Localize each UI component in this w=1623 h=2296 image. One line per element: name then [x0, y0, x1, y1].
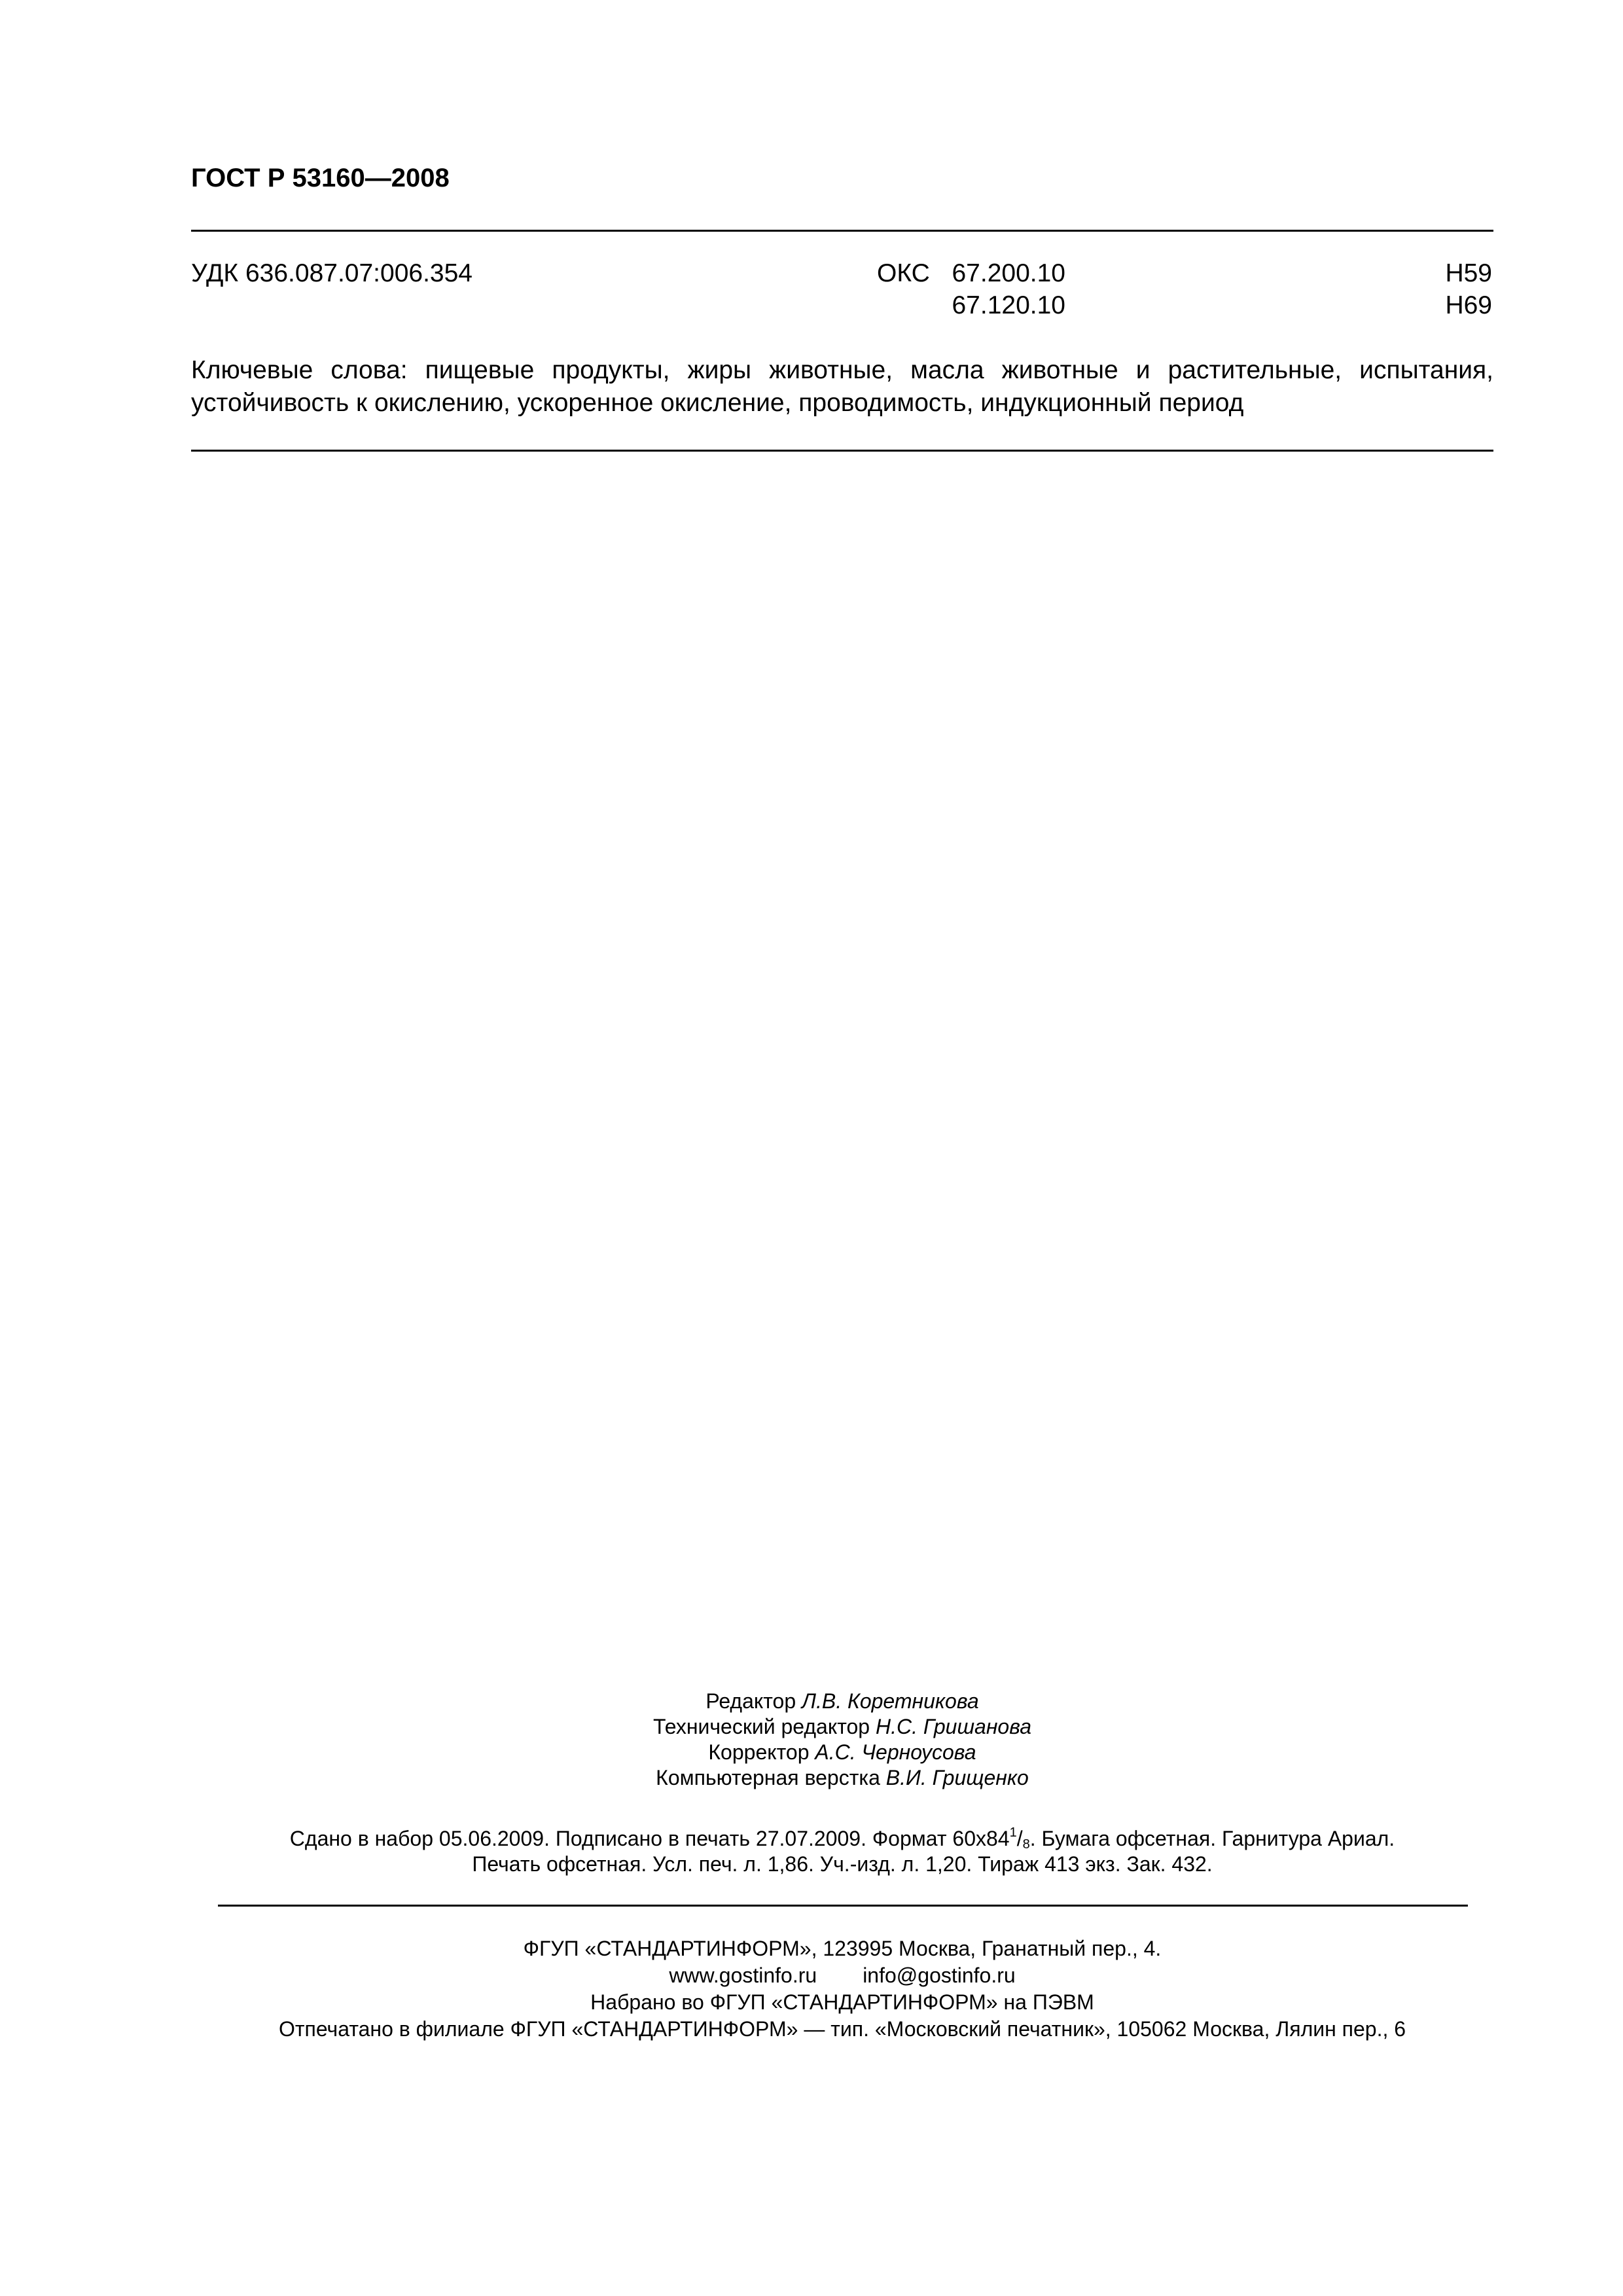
credit-role: Корректор: [708, 1740, 810, 1764]
credit-person: Н.С. Гришанова: [875, 1715, 1032, 1738]
group-code-2: Н69: [1445, 291, 1492, 319]
credit-layout: [191, 1765, 1493, 1791]
print-info-text: Сдано в набор 05.06.2009. Подписано в печать 27.07.2009. Формат 60х84: [289, 1827, 1010, 1850]
publisher-block: [191, 1935, 1493, 2043]
print-info-text: . Бумага офсетная. Гарнитура Ариал.: [1029, 1827, 1395, 1850]
oks-code-2: 67.120.10: [952, 291, 1065, 319]
credit-proofreader: [191, 1740, 1493, 1765]
credit-person: В.И. Грищенко: [885, 1766, 1029, 1789]
print-info-block: [191, 1826, 1493, 1877]
format-numerator: 1: [1009, 1825, 1017, 1840]
credits-block: [191, 1689, 1493, 1791]
credit-role: Технический редактор: [652, 1715, 870, 1738]
credit-tech-editor: [191, 1714, 1493, 1740]
credit-role: Компьютерная верстка: [656, 1766, 880, 1789]
credit-editor: [191, 1689, 1493, 1714]
middle-divider: [191, 450, 1493, 452]
publisher-contacts: [191, 1962, 1493, 1989]
print-info-line-2: Печать офсетная. Усл. печ. л. 1,86. Уч.-изд. л. 1,20. Тираж 413 экз. Зак. 432.: [472, 1852, 1213, 1876]
format-denominator: 8: [1022, 1837, 1030, 1852]
credit-person: А.С. Черноусова: [815, 1740, 976, 1764]
oks-code-1: 67.200.10: [952, 259, 1065, 287]
bottom-divider: [218, 1905, 1468, 1907]
publisher-typeset: Набрано во ФГУП «СТАНДАРТИНФОРМ» на ПЭВМ: [590, 1990, 1094, 2014]
credit-person: Л.В. Коретникова: [802, 1689, 979, 1713]
keywords-block: [191, 354, 1493, 420]
keywords-line-1: Ключевые слова: пищевые продукты, жиры животные, масла животные и растительные, испытания,: [191, 356, 1493, 384]
publisher-website: www.gostinfo.ru: [669, 1964, 817, 1987]
print-info-line-1: Сдано в набор 05.06.2009. Подписано в печать 27.07.2009. Формат $60х84^1/_8$. Бумага офсетная. Гарнитура Ариал.: [289, 1825, 1395, 1852]
oks-label: ОКС: [877, 259, 930, 287]
keywords-line-2: устойчивость к окислению, ускоренное окисление, проводимость, индукционный период: [191, 389, 1244, 417]
udk-code: УДК 636.087.07:006.354: [191, 259, 473, 287]
group-code-1: Н59: [1445, 259, 1492, 287]
publisher-printed: Отпечатано в филиале ФГУП «СТАНДАРТИНФОРМ» — тип. «Московский печатник», 105062 Москва, Лялин пер., 6: [278, 2017, 1406, 2041]
document-code: ГОСТ Р 53160—2008: [191, 164, 450, 192]
publisher-email: info@gostinfo.ru: [863, 1964, 1016, 1987]
credit-role: Редактор: [705, 1689, 796, 1713]
top-divider: [191, 230, 1493, 232]
publisher-address: ФГУП «СТАНДАРТИНФОРМ», 123995 Москва, Гранатный пер., 4.: [523, 1937, 1162, 1960]
